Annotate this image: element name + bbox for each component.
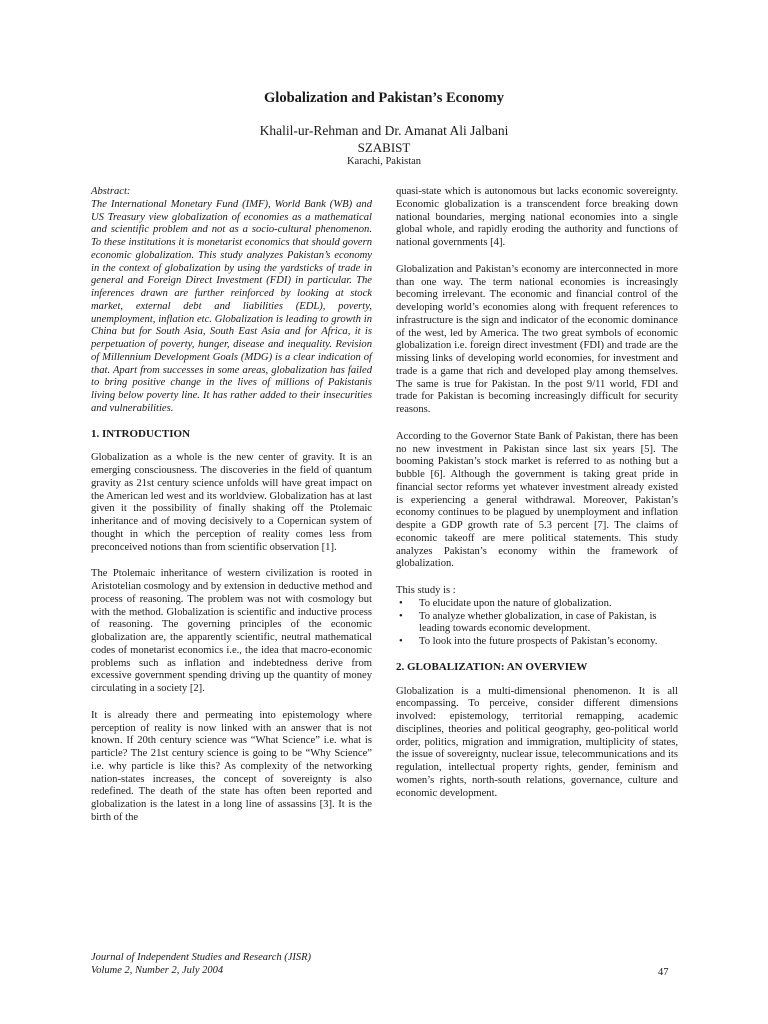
author-names: Khalil-ur-Rehman and Dr. Amanat Ali Jalbani xyxy=(259,123,509,138)
study-aims-list xyxy=(396,598,678,649)
list-item: • To elucidate upon the nature of globalization. xyxy=(399,597,612,609)
section-heading-overview: 2. GLOBALIZATION: AN OVERVIEW xyxy=(396,660,588,673)
bullet-icon: • xyxy=(399,610,403,622)
page-number: 47 xyxy=(658,967,669,978)
overview-paragraph-1: Globalization is a multi-dimensional phenomenon. It is all encompassing. To perceive, consider different dimensions involved: epistemology, territorial remapping, academic disciplines, theories and political geography, geo-political world order, politics, migration and immigration, multiplicity of states, the issue of sovereignty, nuclear issue, telecommunications and its regulation, intellectual property rights, gender, feminism and women’s rights, north-south relations, governance, culture and economic development. xyxy=(396,685,678,799)
journal-footer xyxy=(91,952,311,977)
intro-paragraph-5: Globalization and Pakistan’s economy are interconnected in more than one way. The term national economies is increasingly becoming irrelevant. The economic and financial control of the developing world’s economies along with frequent references to infrastructure is the sign and indicator of the economic dominance of the west, led by America. The two great symbols of economic globalization i.e. foreign direct investment (FDI) and trade are the missing links of developing world economies, for investment and trade is a game that rich and developed play among themselves. The same is true for Pakistan. In the post 9/11 world, FDI and trade for Pakistan is becoming increasingly difficult for security reasons. xyxy=(396,263,678,415)
left-column xyxy=(91,186,372,839)
right-column xyxy=(396,186,678,814)
list-item: • To analyze whether globalization, in case of Pakistan, is leading towards economic development. xyxy=(399,610,657,635)
study-aims-lead: This study is : xyxy=(396,585,456,596)
paper-title: Globalization and Pakistan’s Economy xyxy=(264,90,504,106)
abstract-text: The International Monetary Fund (IMF), World Bank (WB) and US Treasury view globalization of economies as a mathematical and scientific problem and not as a socio-cultural phenomenon. To these institutions it is monetarist economics that should govern economic globalization. This study analyzes Pakistan’s economy in the context of globalization by using the yardsticks of trade in general and Foreign Direct Investment (FDI) in particular. The inferences drawn are further reinforced by looking at stock market, external debt and liabilities (EDL), poverty, unemployment, inflation etc. Globalization is leading to growth in China but for South Asia, South East Asia and for Africa, it is perpetuation of poverty, hunger, disease and inequality. Revision of Millennium Development Goals (MDG) is a clear indication of that. Apart from successes in some areas, globalization has failed to bring positive change in the lives of millions of Pakistanis living below poverty line. It has rather added to their insecurities and vulnerabilities. xyxy=(91,198,372,414)
bullet-icon: • xyxy=(399,597,403,609)
list-item: • To look into the future prospects of Pakistan’s economy. xyxy=(399,636,658,647)
section-heading-introduction: 1. INTRODUCTION xyxy=(91,427,191,440)
location-text: Karachi, Pakistan xyxy=(346,156,422,167)
abstract-label: Abstract: xyxy=(91,186,131,197)
journal-volume: Volume 2, Number 2, July 2004 xyxy=(91,964,224,976)
intro-paragraph-6: According to the Governor State Bank of Pakistan, there has been no new investment in Pakistan since last six years [5]. The booming Pakistan’s stock market is referred to as nothing but a bubble [6]. Although the government is taking great pride in financial sector reforms yet whatever investment already existed is experiencing a general withdrawal. Moreover, Pakistan’s economy continues to be plagued by unemployment and inflation despite a GDP growth rate of 5.3 percent [7]. The claims of economic takeoff are mere political statements. This study analyzes Pakistan’s economy within the framework of globalization. xyxy=(396,430,678,570)
intro-paragraph-4: quasi-state which is autonomous but lacks economic sovereignty. Economic globalization is a transcendent force breaking down national boundaries, merging national economies into a single global whole, and rapidly eroding the authority and functions of national governments [4]. xyxy=(396,186,678,248)
journal-name: Journal of Independent Studies and Research (JISR) xyxy=(91,952,312,963)
bullet-icon: • xyxy=(399,636,403,647)
institution-name: SZABIST xyxy=(357,140,411,155)
intro-paragraph-1: Globalization as a whole is the new center of gravity. It is an emerging consciousness. The discoveries in the field of quantum gravity as 21st century science unfolds will have great impact on the American led west and its worldview. Globalization has at last given it the possibility of finally shaking off the Ptolemaic inheritance and of moving decisively to a Copernican system of thought in which the perception of reality comes less from preconceived notions than from scientific observation [1]. xyxy=(91,452,372,553)
intro-paragraph-3: It is already there and permeating into epistemology where perception of reality is now linked with an answer that is not known. If 20th century science was “What Science” i.e. what is particle? The 21st century science is going to be “Why Science” i.e. why particle is like this? As complexity of the networking nation-states increases, the concept of sovereignty is also redefined. The death of the state has often been reported and globalization is the latest in a long line of assassins [3]. It is the birth of the xyxy=(91,709,372,823)
intro-paragraph-2: The Ptolemaic inheritance of western civilization is rooted in Aristotelian cosmology and by extension in deductive method and process of reasoning. The problem was not with cosmology but with the method. Globalization is scientific and inductive process of reasoning. The governing principles of the economic globalization are, the apparently scientific, neutral mathematical codes of monetarist economics i.e., the idea that macro-economic problems such as inflation and indebtedness derive from excessive government spending driving up the quantity of money circulating in a society [2]. xyxy=(91,568,372,694)
